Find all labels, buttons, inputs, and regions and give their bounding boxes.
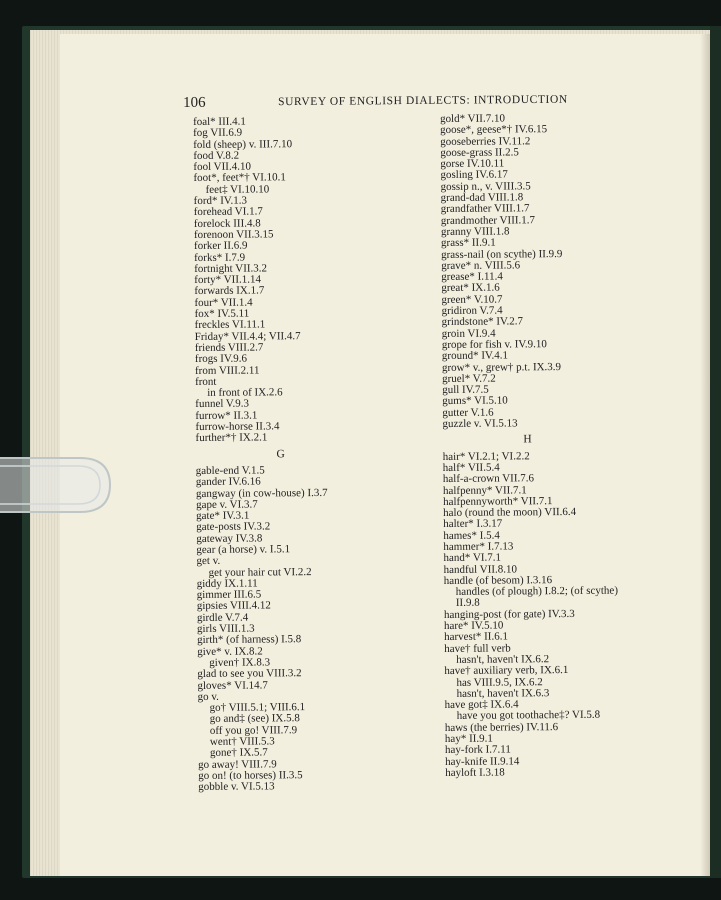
index-entry: forehead VI.1.7: [193, 205, 263, 219]
index-entry: hay-knife II.9.14: [445, 755, 520, 768]
index-entry: freckles VI.11.1: [194, 318, 266, 332]
index-entry: grass-nail (on scythe) II.9.9: [441, 247, 563, 261]
index-entry: gobble v. VI.5.13: [198, 780, 275, 794]
index-entry: gridiron V.7.4: [441, 304, 503, 318]
index-entry: forks* I.7.9: [194, 251, 246, 264]
index-entry: hay* II.9.1: [444, 732, 493, 746]
index-entry: halter* I.3.17: [443, 517, 503, 531]
index-entry: fool VII.4.10: [193, 160, 251, 174]
index-entry: gable-end V.1.5: [195, 464, 265, 477]
index-entry: II.9.8: [455, 597, 480, 610]
index-entry: grand-dad VIII.1.8: [440, 191, 524, 205]
paper-clip-icon: [0, 452, 114, 518]
index-entry: gangway (in cow-house) I.3.7: [195, 486, 328, 500]
index-entry: forwards IX.1.7: [194, 284, 265, 298]
index-entry: given† IX.8.3: [209, 656, 271, 669]
index-entry: gear (a horse) v. I.5.1: [196, 543, 291, 556]
index-entry: hare* IV.5.10: [443, 619, 504, 633]
index-entry: foal* III.4.1: [192, 115, 246, 128]
index-entry: hay-fork I.7.11: [444, 743, 511, 757]
index-entry: gums* VI.5.10: [442, 394, 508, 408]
index-entry: Friday* VII.4.4; VII.4.7: [194, 329, 301, 343]
index-entry: giddy IX.1.11: [196, 577, 258, 590]
index-entry: has VIII.9.5, IX.6.2: [456, 675, 543, 689]
index-entry: grandfather VIII.1.7: [440, 202, 530, 216]
index-entry: go† VIII.5.1; VIII.6.1: [209, 701, 306, 715]
index-entry: girth* (of harness) I.5.8: [197, 633, 302, 647]
index-entry: glad to see you VIII.3.2: [197, 667, 302, 681]
index-entry: girls VIII.1.3: [196, 622, 255, 636]
index-entry: further*† IX.2.1: [195, 431, 268, 445]
page-gutter-shadow: [700, 34, 710, 876]
index-entry: funnel V.9.3: [195, 397, 249, 411]
index-entry: in front of IX.2.6: [207, 386, 283, 400]
index-entry: gate-posts IV.3.2: [196, 520, 271, 534]
index-entry: friends VIII.2.7: [194, 341, 264, 354]
index-entry: gate* IV.3.1: [196, 509, 250, 523]
index-entry: half* VII.5.4: [442, 461, 500, 474]
index-entry: ground* IV.4.1: [441, 349, 509, 363]
index-entry: goose*, geese*† IV.6.15: [440, 123, 548, 137]
index-entry: grass* II.9.1: [440, 236, 496, 250]
index-entry: frogs IV.9.6: [194, 352, 247, 366]
index-entry: grindstone* IV.2.7: [441, 315, 524, 329]
index-entry: gold* VII.7.10: [439, 112, 505, 125]
index-entry: fog VII.6.9: [193, 126, 243, 140]
index-entry: gone† IX.5.7: [209, 746, 268, 760]
index-entry: feet‡ VI.10.10: [205, 183, 270, 196]
index-entry: halfpenny* VII.7.1: [442, 483, 527, 497]
index-entry: forenoon VII.3.15: [193, 228, 274, 241]
index-entry: fox* IV.5.11: [194, 307, 250, 321]
index-entry: went† VIII.5.3: [209, 735, 275, 748]
index-entry: get v.: [196, 555, 221, 568]
index-entry: forelock III.4.8: [193, 217, 261, 230]
index-entry: fold (sheep) v. III.7.10: [193, 137, 293, 151]
index-entry: four* VII.1.4: [194, 296, 253, 309]
section-letter: G: [276, 447, 285, 460]
index-entry: have† full verb: [444, 642, 511, 655]
index-entry: hasn't, haven't IX.6.2: [456, 653, 550, 666]
index-entry: halfpennyworth* VII.7.1: [442, 494, 553, 508]
index-entry: go v.: [197, 690, 219, 703]
index-entry: furrow* II.3.1: [195, 409, 258, 422]
index-entry: forty* VII.1.14: [194, 273, 262, 287]
index-entry: food V.8.2: [193, 149, 240, 162]
index-entry: grow* v., grew† p.t. IX.3.9: [441, 360, 562, 374]
index-entry: gimmer III.6.5: [196, 588, 262, 602]
index-entry: goose-grass II.2.5: [440, 146, 519, 159]
index-entry: gloves* VI.14.7: [197, 678, 268, 692]
index-entry: guzzle v. VI.5.13: [442, 417, 518, 431]
index-entry: harvest* II.6.1: [444, 630, 508, 644]
index-entry: hand* VI.7.1: [443, 551, 502, 565]
index-entry: have you got toothache‡? VI.5.8: [456, 709, 601, 723]
index-entry: front: [195, 375, 217, 388]
index-entry: have† auxiliary verb, IX.6.1: [444, 664, 569, 678]
index-entry: hair* VI.2.1; VI.2.2: [442, 449, 530, 463]
index-entry: girdle V.7.4: [196, 611, 249, 624]
index-entry: have got‡ IX.6.4: [444, 698, 519, 712]
index-entry: ford* IV.1.3: [193, 194, 247, 208]
index-entry: handful VII.8.10: [443, 562, 518, 576]
index-entry: hanging-post (for gate) IV.3.3: [443, 607, 575, 621]
index-entry: hames* I.5.4: [443, 529, 500, 542]
index-column-right: [440, 113, 619, 780]
index-entry: grease* I.11.4: [441, 270, 503, 284]
section-letter: H: [523, 433, 532, 446]
index-entry: granny VIII.1.8: [440, 225, 510, 238]
index-entry: gorse IV.10.11: [440, 157, 505, 171]
index-entry: hasn't, haven't IX.6.3: [456, 687, 550, 700]
index-entry: handles (of plough) I.8.2; (of scythe): [455, 584, 619, 599]
index-entry: gipsies VIII.4.12: [196, 599, 271, 613]
index-entry: gruel* V.7.2: [442, 372, 496, 385]
index-entry: gossip n., v. VIII.3.5: [440, 180, 531, 193]
index-entry: gander IV.6.16: [195, 475, 261, 489]
index-entry: grope for fish v. IV.9.10: [441, 338, 547, 351]
index-entry: gosling IV.6.17: [440, 168, 508, 182]
index-entry: great* IX.1.6: [441, 281, 500, 295]
index-entry: from VIII.2.11: [194, 364, 260, 377]
index-entry: gape v. VI.3.7: [195, 498, 258, 511]
index-entry: grandmother VIII.1.7: [440, 213, 536, 227]
index-entry: off you go! VIII.7.9: [209, 723, 298, 737]
index-entry: half-a-crown VII.7.6: [442, 472, 535, 486]
running-head: SURVEY OF ENGLISH DIALECTS: INTRODUCTION: [278, 93, 568, 109]
index-entry: give* v. IX.8.2: [197, 645, 263, 658]
index-entry: groin VI.9.4: [441, 327, 496, 340]
index-entry: furrow-horse II.3.4: [195, 420, 280, 434]
index-entry: gull IV.7.5: [442, 383, 489, 397]
index-entry: hammer* I.7.13: [443, 540, 514, 553]
index-entry: halo (round the moon) VII.6.4: [443, 506, 577, 520]
index-entry: grave* n. VIII.5.6: [441, 259, 521, 272]
page-number: 106: [183, 94, 206, 111]
book-spine: [710, 26, 721, 878]
index-entry: go away! VIII.7.9: [198, 757, 277, 771]
index-entry: gateway IV.3.8: [196, 532, 263, 545]
index-entry: forker II.6.9: [193, 239, 248, 253]
index-entry: haws (the berries) IV.11.6: [444, 720, 559, 734]
index-entry: gutter V.1.6: [442, 406, 494, 419]
index-column-left: [193, 116, 368, 794]
index-entry: foot*, feet*† VI.10.1: [193, 171, 286, 185]
index-entry: go on! (to horses) II.3.5: [198, 769, 303, 782]
index-entry: gooseberries IV.11.2: [440, 134, 531, 148]
index-entry: go and‡ (see) IX.5.8: [209, 712, 300, 726]
index-entry: hayloft I.3.18: [445, 766, 505, 779]
index-entry: fortnight VII.3.2: [194, 262, 268, 275]
index-entry: green* V.10.7: [441, 293, 503, 306]
index-entry: get your hair cut VI.2.2: [208, 565, 312, 579]
index-entry: handle (of besom) I.3.16: [443, 574, 553, 587]
